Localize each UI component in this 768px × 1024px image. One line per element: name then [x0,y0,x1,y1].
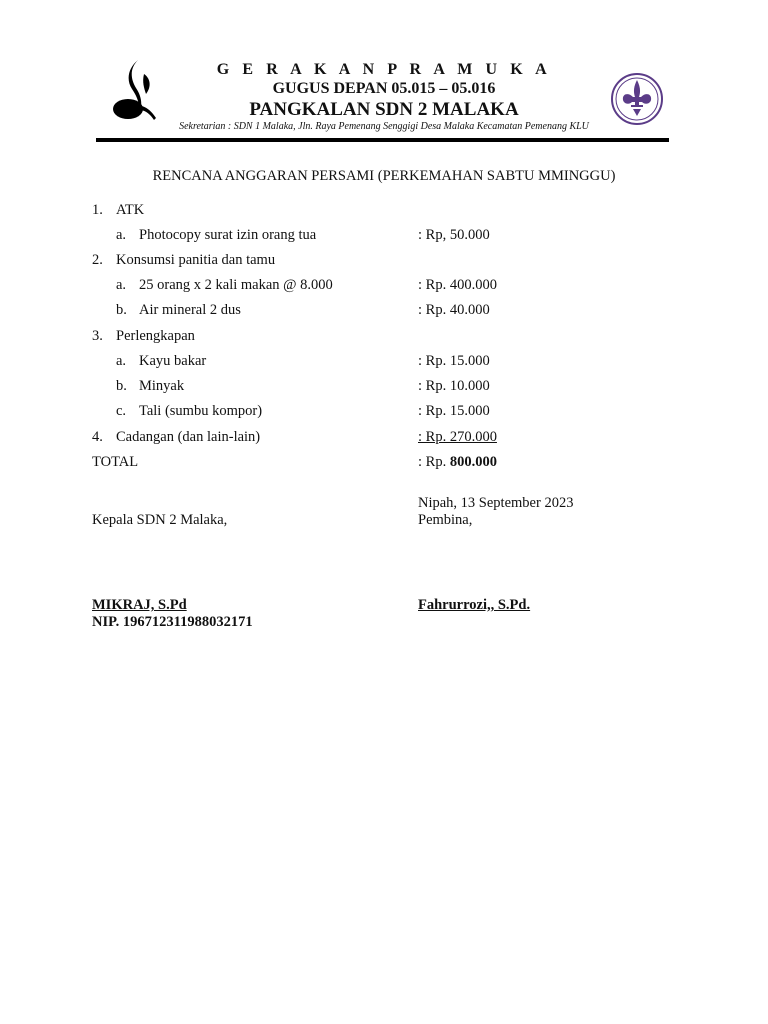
item-amount: : Rp, 50.000 [418,227,490,243]
section-number: 1. [92,202,103,218]
item-letter: b. [116,378,127,394]
section-label: Konsumsi panitia dan tamu [116,252,276,268]
total-prefix: : Rp. [418,454,447,470]
item-letter: a. [116,227,127,243]
gugus-line: GUGUS DEPAN 05.015 – 05.016 [272,80,496,97]
section-label: Cadangan (dan lain-lain) [116,429,261,445]
org-line: G E R A K A N P R A M U K A [216,61,552,78]
item-letter: a. [116,353,127,369]
left-signatory-name: MIKRAJ, S.Pd [92,597,187,613]
reserve-amount: : Rp. 270.000 [418,429,497,445]
item-letter: c. [116,403,127,419]
total-value: 800.000 [449,454,497,470]
right-signatory-name: Fahrurrozi,, S.Pd. [418,597,531,613]
item-letter: b. [116,302,127,318]
address-line: Sekretarian : SDN 1 Malaka, Jln. Raya Pemenang Senggigi Desa Malaka Kecamatan Pemenang KLU [179,121,589,132]
item-amount: : Rp. 15.000 [418,353,490,369]
item-letter: a. [116,277,127,293]
scout-emblem-icon [610,72,664,126]
left-signatory-nip: NIP. 196712311988032171 [92,614,253,630]
item-label: Air mineral 2 dus [139,302,241,318]
section-number: 4. [92,429,103,445]
document-title: RENCANA ANGGARAN PERSAMI (PERKEMAHAN SABTU MMINGGU) [152,168,616,184]
section-label: ATK [116,202,145,218]
item-amount: : Rp. 10.000 [418,378,490,394]
item-label: Kayu bakar [139,353,207,369]
item-label: 25 orang x 2 kali makan @ 8.000 [139,277,333,293]
item-amount: : Rp. 40.000 [418,302,490,318]
item-label: Photocopy surat izin orang tua [139,227,317,243]
item-amount: : Rp. 15.000 [418,403,490,419]
item-label: Tali (sumbu kompor) [139,403,263,419]
header-divider [96,138,669,142]
item-amount: : Rp. 400.000 [418,277,497,293]
item-label: Minyak [139,378,185,394]
left-signatory-role: Kepala SDN 2 Malaka, [92,512,228,528]
section-number: 3. [92,328,103,344]
place-date: Nipah, 13 September 2023 [418,495,574,511]
section-number: 2. [92,252,103,268]
total-amount [418,454,497,471]
right-signatory-role: Pembina, [418,512,473,528]
pangkalan-line: PANGKALAN SDN 2 MALAKA [249,99,519,120]
total-label: TOTAL [92,454,139,470]
section-label: Perlengkapan [116,328,195,344]
